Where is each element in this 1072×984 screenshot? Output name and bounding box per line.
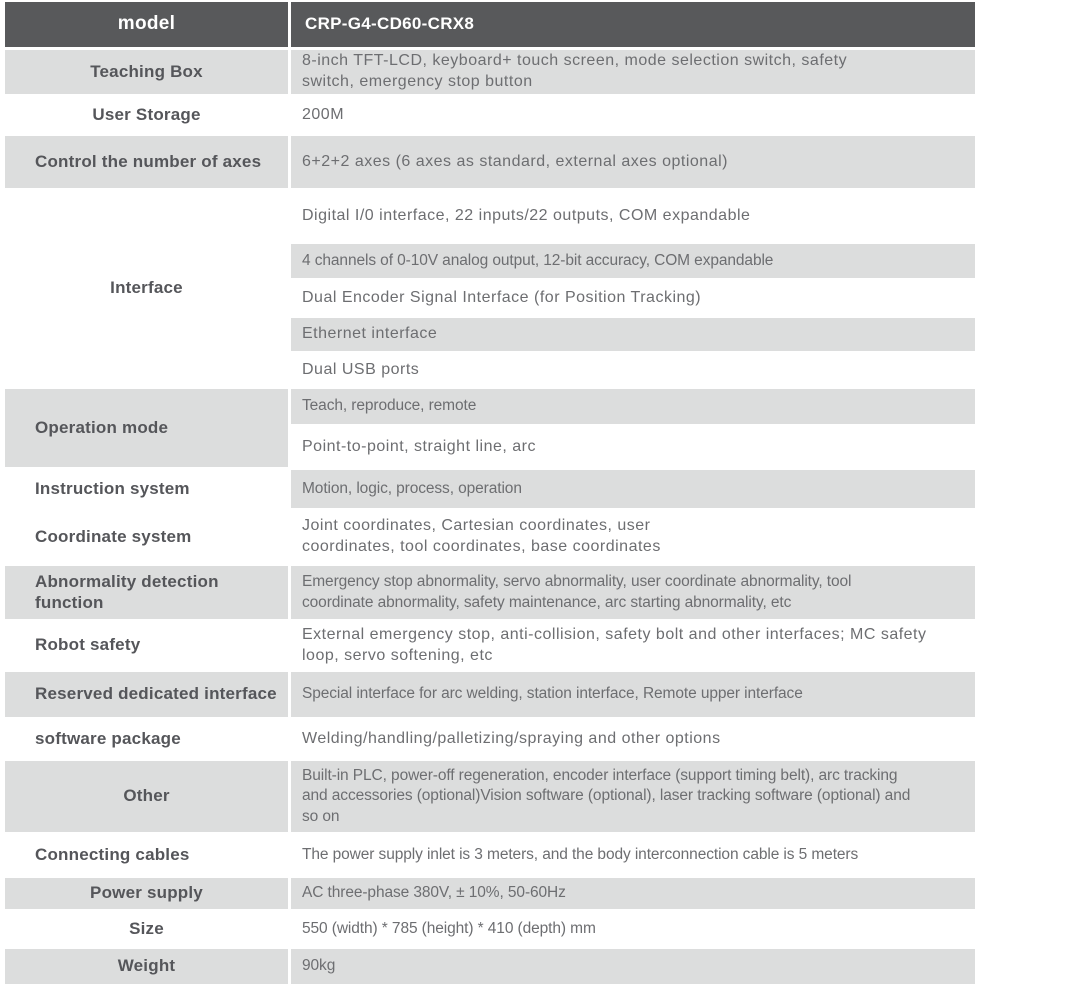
row-value: 6+2+2 axes (6 axes as standard, external axes optional) bbox=[302, 152, 728, 170]
software-package-value-cell bbox=[291, 720, 975, 758]
table-row-robot-safety bbox=[5, 622, 975, 669]
row-label: Connecting cables bbox=[35, 844, 190, 864]
row-value: Digital I/0 interface, 22 inputs/22 outputs, COM expandable bbox=[302, 206, 751, 224]
table-row-user-storage bbox=[5, 97, 975, 133]
table-row-instruction-system bbox=[5, 470, 975, 508]
operation-mode-item-ptp bbox=[291, 427, 975, 467]
operation-mode-label-cell bbox=[5, 389, 288, 467]
coordinate-system-label-cell bbox=[5, 511, 288, 563]
row-label: Robot safety bbox=[35, 635, 141, 655]
row-value: Dual USB ports bbox=[302, 360, 420, 378]
power-supply-label-cell bbox=[5, 878, 288, 909]
size-value-cell bbox=[291, 912, 975, 946]
table-row-connecting-cables bbox=[5, 835, 975, 875]
connecting-cables-value-cell bbox=[291, 835, 975, 875]
model-number: CRP-G4-CD60-CRX8 bbox=[305, 14, 475, 34]
row-label: Control the number of axes bbox=[35, 151, 262, 171]
control-axes-label-cell bbox=[5, 136, 288, 188]
teaching-box-value-cell bbox=[291, 50, 975, 94]
row-label: Coordinate system bbox=[35, 526, 192, 546]
row-value: Teach, reproduce, remote bbox=[302, 397, 477, 415]
control-axes-value-cell bbox=[291, 136, 975, 188]
user-storage-label-cell bbox=[5, 97, 288, 133]
table-row-power-supply bbox=[5, 878, 975, 909]
reserved-interface-value-cell bbox=[291, 672, 975, 717]
abnormality-label-cell bbox=[5, 566, 288, 619]
teaching-box-label-cell bbox=[5, 50, 288, 94]
weight-label-cell bbox=[5, 949, 288, 984]
abnormality-value-cell bbox=[291, 566, 975, 619]
weight-value-cell bbox=[291, 949, 975, 984]
row-value: Ethernet interface bbox=[302, 325, 438, 343]
row-label: Instruction system bbox=[35, 478, 190, 498]
operation-mode-subrows bbox=[291, 389, 975, 467]
reserved-interface-label-cell bbox=[5, 672, 288, 717]
row-value: 4 channels of 0-10V analog output, 12-bit accuracy, COM expandable bbox=[302, 251, 774, 269]
operation-mode-item-teach bbox=[291, 389, 975, 424]
table-row-coordinate-system bbox=[5, 511, 975, 563]
row-value: Joint coordinates, Cartesian coordinates, user coordinates, tool coordinates, base coordinates bbox=[302, 517, 661, 555]
row-value: Emergency stop abnormality, servo abnormality, user coordinate abnormality, tool coordinate abnormality, safety maintenance, arc starting abnormality, etc bbox=[302, 573, 852, 611]
row-value: 8-inch TFT-LCD, keyboard+ touch screen, mode selection switch, safety switch, emergency stop button bbox=[302, 52, 848, 90]
interface-item-usb bbox=[291, 354, 975, 386]
table-row-interface bbox=[5, 191, 975, 386]
row-value: 550 (width) * 785 (height) * 410 (depth) mm bbox=[302, 919, 596, 937]
row-value: The power supply inlet is 3 meters, and the body interconnection cable is 5 meters bbox=[302, 845, 859, 863]
row-label: Weight bbox=[117, 956, 176, 976]
connecting-cables-label-cell bbox=[5, 835, 288, 875]
table-row-software-package bbox=[5, 720, 975, 758]
instruction-system-value-cell bbox=[291, 470, 975, 508]
interface-item-ethernet bbox=[291, 318, 975, 351]
row-label: Teaching Box bbox=[90, 61, 203, 81]
row-label: Reserved dedicated interface bbox=[35, 684, 277, 704]
interface-subrows bbox=[291, 191, 975, 386]
row-value: 90kg bbox=[302, 957, 336, 975]
coordinate-system-value-cell bbox=[291, 511, 975, 563]
size-label-cell bbox=[5, 912, 288, 946]
table-row-model bbox=[5, 2, 975, 47]
row-label: Operation mode bbox=[35, 417, 169, 437]
table-row-control-axes bbox=[5, 136, 975, 188]
row-value: 200M bbox=[302, 105, 345, 123]
interface-label-cell bbox=[5, 191, 288, 386]
table-row-abnormality-detection bbox=[5, 566, 975, 619]
other-label-cell bbox=[5, 761, 288, 832]
model-value-cell bbox=[291, 2, 975, 47]
row-value: Dual Encoder Signal Interface (for Position Tracking) bbox=[302, 288, 702, 306]
row-label: Power supply bbox=[90, 883, 203, 903]
row-label: User Storage bbox=[92, 104, 201, 124]
model-header-cell bbox=[5, 2, 288, 47]
other-value-cell bbox=[291, 761, 975, 832]
table-row-weight bbox=[5, 949, 975, 984]
row-value: Motion, logic, process, operation bbox=[302, 479, 522, 497]
row-value: Built-in PLC, power-off regeneration, encoder interface (support timing belt), arc tracking and accessories (optional)Vision software (optional), laser tracking software (optional) and so on bbox=[302, 767, 911, 825]
table-row-teaching-box bbox=[5, 50, 975, 94]
row-label: Size bbox=[129, 918, 164, 938]
row-value: Point-to-point, straight line, arc bbox=[302, 437, 536, 455]
row-label: software package bbox=[35, 728, 181, 748]
instruction-system-label-cell bbox=[5, 470, 288, 508]
row-value: Special interface for arc welding, station interface, Remote upper interface bbox=[302, 685, 803, 703]
spec-table bbox=[5, 2, 975, 984]
software-package-label-cell bbox=[5, 720, 288, 758]
model-header-label: model bbox=[117, 13, 176, 35]
table-row-reserved-interface bbox=[5, 672, 975, 717]
power-supply-value-cell bbox=[291, 878, 975, 909]
table-row-other bbox=[5, 761, 975, 832]
user-storage-value-cell bbox=[291, 97, 975, 133]
table-row-operation-mode bbox=[5, 389, 975, 467]
table-row-size bbox=[5, 912, 975, 946]
row-value: External emergency stop, anti-collision, safety bolt and other interfaces; MC safety loop, servo softening, etc bbox=[302, 625, 927, 664]
interface-item-encoder bbox=[291, 281, 975, 315]
row-label: Interface bbox=[110, 278, 183, 298]
interface-item-digital-io bbox=[291, 191, 975, 241]
robot-safety-value-cell bbox=[291, 622, 975, 669]
interface-item-analog bbox=[291, 244, 975, 278]
robot-safety-label-cell bbox=[5, 622, 288, 669]
row-label: Abnormality detection function bbox=[35, 572, 219, 612]
row-value: Welding/handling/palletizing/spraying and other options bbox=[302, 729, 721, 747]
row-label: Other bbox=[123, 786, 170, 806]
row-value: AC three-phase 380V, ± 10%, 50-60Hz bbox=[302, 884, 566, 902]
